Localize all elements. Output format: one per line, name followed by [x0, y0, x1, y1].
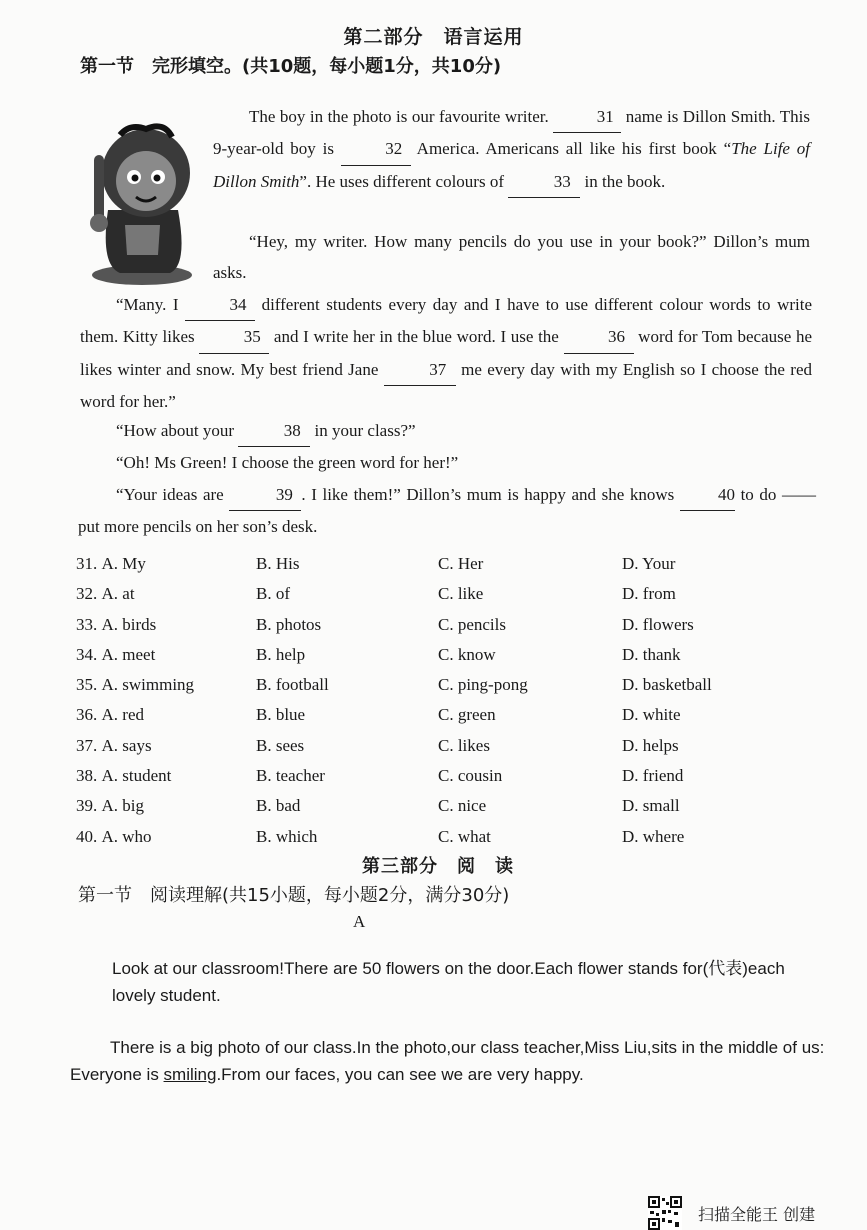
option-b: B. blue: [256, 705, 306, 725]
reading-text: There is a big photo of our class.In the photo,our class teacher,Miss Liu,sits in the middle of us: Everyone is: [70, 1038, 825, 1084]
reading-paragraph-1: Look at our classroom!There are 50 flowers on the door.Each flower stands for(代表)each lovely student.: [112, 959, 785, 1005]
blank-32: 32: [341, 133, 411, 165]
option-d: D. white: [622, 705, 681, 725]
question-number: 37.: [76, 735, 98, 755]
option-d: D. where: [622, 826, 685, 846]
option-c: C. know: [438, 644, 496, 664]
option-a: A. big: [101, 796, 144, 816]
cloze-text: “How about your: [116, 421, 235, 440]
blank-37: 37: [384, 354, 456, 386]
cloze-text: ”. He uses different colours of: [299, 171, 504, 191]
question-number: 38.: [76, 766, 98, 786]
boy-illustration: [80, 115, 204, 287]
question-number: 33.: [76, 614, 98, 634]
cloze-paragraph-4: [80, 415, 812, 447]
cloze-text: different students every day and I have to use different colour words to write them. Kitty likes: [80, 295, 813, 347]
cloze-paragraph-5: “Oh! Ms Green! I choose the green word for her!”: [116, 453, 459, 472]
option-d: D. from: [622, 584, 676, 604]
cloze-paragraph-3: [80, 289, 812, 417]
blank-39: 39: [229, 479, 301, 511]
option-b: B. photos: [256, 614, 322, 634]
option-d: D. helps: [622, 735, 679, 755]
option-d: D. small: [622, 796, 680, 816]
option-b: B. bad: [256, 796, 301, 816]
option-b: B. help: [256, 644, 306, 664]
question-number: 32.: [76, 584, 98, 604]
question-row: [76, 641, 796, 671]
question-row: [76, 550, 796, 580]
option-a: A. swimming: [101, 675, 195, 695]
question-row: [76, 671, 796, 701]
blank-36: 36: [564, 321, 634, 353]
option-c: C. Her: [438, 554, 484, 573]
reading-text: .From our faces, you can see we are very happy.: [216, 1065, 584, 1084]
option-a: A. student: [101, 766, 172, 786]
cloze-text: America. Americans all like his first book “: [416, 139, 732, 159]
question-number: 40.: [76, 826, 98, 846]
question-row: [76, 823, 796, 853]
cloze-paragraph-2: “Hey, my writer. How many pencils do you use in your book?” Dillon’s mum asks.: [213, 232, 810, 283]
option-c: C. nice: [438, 796, 487, 816]
option-c: C. ping-pong: [438, 675, 528, 695]
option-a: A. who: [101, 826, 152, 846]
footer-text: 扫描全能王 创建: [698, 1205, 816, 1224]
cloze-text: The boy in the photo is our favourite writer.: [249, 107, 549, 126]
cloze-text: word for Tom because he likes winter and snow. My best friend Jane: [80, 327, 813, 379]
section1b-title: 第一节 阅读理解(共15小题，每小题2分，满分30分): [78, 885, 510, 906]
part2-title: 第二部分 语言运用: [343, 26, 524, 48]
cloze-text: . I like them!” Dillon’s mum is happy and she knows: [301, 485, 675, 504]
question-number: 36.: [76, 705, 98, 725]
option-c: C. likes: [438, 735, 490, 755]
reading-paragraph-2: [70, 1034, 828, 1088]
blank-33: 33: [508, 166, 580, 198]
option-d: D. Your: [622, 554, 676, 573]
part3-title: 第三部分 阅 读: [362, 856, 514, 877]
passage-label: A: [353, 912, 366, 931]
option-c: C. cousin: [438, 766, 503, 786]
option-c: C. green: [438, 705, 496, 725]
option-b: B. of: [256, 584, 290, 604]
cloze-paragraph-1: [213, 101, 810, 198]
qr-code-icon: [648, 1196, 682, 1230]
blank-38: 38: [238, 415, 310, 447]
cloze-text: to do —— put more pencils on her son’s desk.: [78, 485, 817, 537]
question-number: 35.: [76, 675, 98, 695]
option-d: D. thank: [622, 644, 681, 664]
blank-40: 40: [680, 479, 735, 511]
underlined-word: smiling: [163, 1065, 217, 1084]
cloze-text: me every day with my English so I choose the red word for her.”: [80, 359, 813, 411]
option-c: C. what: [438, 826, 491, 846]
cloze-text: in your class?”: [314, 421, 416, 440]
question-number: 39.: [76, 796, 98, 816]
cloze-text: in the book.: [584, 171, 666, 191]
option-c: C. pencils: [438, 614, 506, 634]
question-row: [76, 580, 796, 610]
cloze-text: name is Dillon Smith. This 9-year-old boy is: [213, 107, 811, 159]
question-number: 31.: [76, 554, 98, 573]
option-d: D. basketball: [622, 675, 712, 695]
option-b: B. football: [256, 675, 329, 695]
option-b: B. teacher: [256, 766, 325, 786]
option-b: B. which: [256, 826, 318, 846]
cloze-text: “Your ideas are: [116, 485, 224, 504]
cloze-paragraph-6: [78, 479, 816, 543]
question-row: [76, 762, 796, 792]
section1-title: 第一节 完形填空。(共10题，每小题1分，共10分): [80, 56, 502, 77]
option-b: B. His: [256, 554, 300, 573]
option-a: A. says: [101, 735, 152, 755]
blank-35: 35: [199, 321, 269, 353]
question-row: [76, 792, 796, 822]
option-a: A. red: [101, 705, 144, 725]
option-a: A. meet: [101, 644, 156, 664]
blank-34: 34: [185, 289, 255, 321]
cloze-text: and I write her in the blue word. I use the: [273, 327, 559, 347]
question-row: [76, 611, 796, 641]
option-c: C. like: [438, 584, 484, 604]
option-a: A. My: [101, 554, 146, 573]
question-number: 34.: [76, 644, 98, 664]
blank-31: 31: [553, 101, 621, 133]
option-a: A. at: [101, 584, 135, 604]
option-d: D. flowers: [622, 614, 694, 634]
option-b: B. sees: [256, 735, 305, 755]
question-row: [76, 701, 796, 731]
book-title: The Life of Dillon Smith: [213, 139, 811, 191]
question-row: [76, 732, 796, 762]
option-d: D. friend: [622, 766, 684, 786]
cloze-text: “Many. I: [116, 295, 179, 314]
option-a: A. birds: [101, 614, 157, 634]
question-options: [76, 550, 796, 853]
